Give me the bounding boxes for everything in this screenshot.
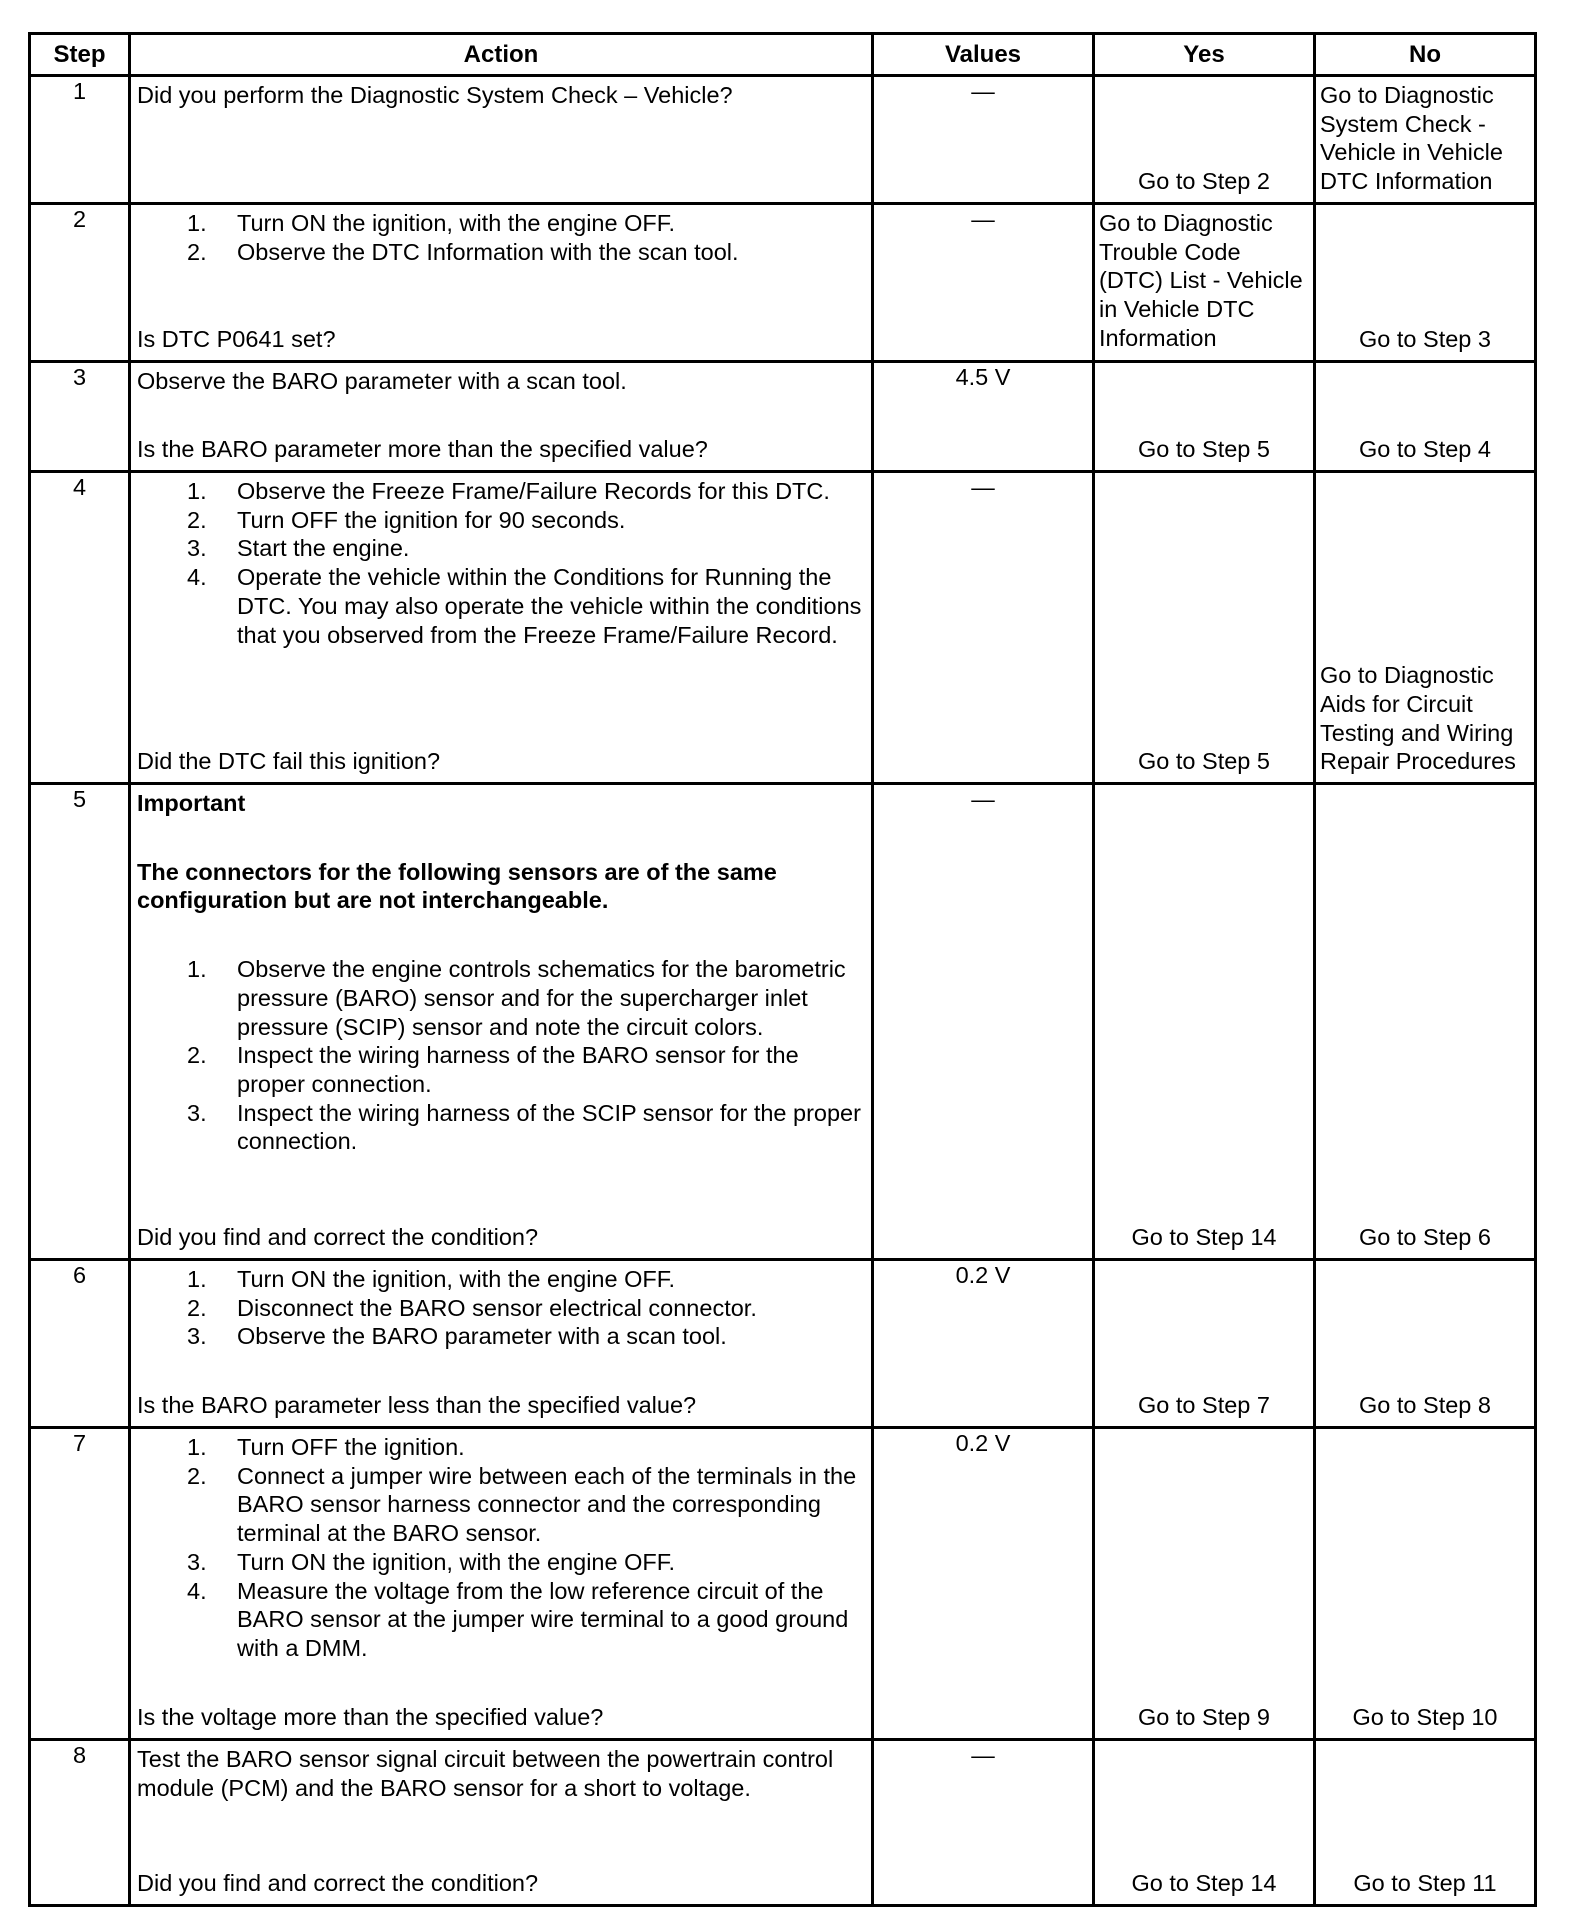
action-question: Is the voltage more than the specified value? xyxy=(137,1704,604,1731)
action-cell xyxy=(130,362,873,472)
action-list xyxy=(137,955,865,1156)
no-text: Go to Step 8 xyxy=(1359,1392,1491,1419)
no-cell xyxy=(1315,784,1536,1260)
list-item: 1. Turn ON the ignition, with the engine OFF. xyxy=(187,1266,676,1292)
value-cell: 0.2 V xyxy=(873,1428,1094,1740)
table-row xyxy=(30,1740,1536,1906)
list-item: 3. Observe the BARO parameter with a scan tool. xyxy=(187,1323,727,1350)
no-cell xyxy=(1315,362,1536,472)
action-cell xyxy=(130,1260,873,1428)
action-question: Did you find and correct the condition? xyxy=(137,1224,539,1251)
no-text: Go to Diagnostic System Check - Vehicle in Vehicle DTC Information xyxy=(1320,82,1503,195)
no-cell xyxy=(1315,1428,1536,1740)
list-item: 2. Turn OFF the ignition for 90 seconds. xyxy=(187,506,626,533)
action-list xyxy=(137,477,865,649)
no-cell xyxy=(1315,472,1536,784)
table-row xyxy=(30,76,1536,204)
yes-text: Go to Step 14 xyxy=(1131,1224,1277,1251)
header-no: No xyxy=(1315,34,1536,76)
action-question: Is the BARO parameter more than the specified value? xyxy=(137,436,708,463)
list-item: 2. Observe the DTC Information with the scan tool. xyxy=(187,238,739,265)
yes-cell xyxy=(1094,204,1315,362)
no-cell xyxy=(1315,204,1536,362)
table-row xyxy=(30,204,1536,362)
action-question: Did the DTC fail this ignition? xyxy=(137,748,441,775)
no-cell xyxy=(1315,1740,1536,1906)
yes-cell xyxy=(1094,472,1315,784)
yes-cell xyxy=(1094,1428,1315,1740)
list-item: 4. Measure the voltage from the low reference circuit of the BARO sensor at the jumper wire terminal to a good ground with a DMM. xyxy=(187,1577,849,1661)
header-action: Action xyxy=(130,34,873,76)
value-cell: — xyxy=(873,204,1094,362)
action-text: Observe the BARO parameter with a scan tool. xyxy=(137,368,627,394)
diagnostic-table xyxy=(28,32,1537,1907)
table-row xyxy=(30,472,1536,784)
no-text: Go to Step 3 xyxy=(1359,326,1491,353)
step-number: 5 xyxy=(30,784,130,1260)
important-label: Important xyxy=(137,790,246,816)
action-list xyxy=(137,209,865,266)
step-number: 2 xyxy=(30,204,130,362)
action-cell xyxy=(130,204,873,362)
yes-cell xyxy=(1094,1260,1315,1428)
important-text: The connectors for the following sensors are of the same configuration but are not interchangeable. xyxy=(137,858,777,914)
value-cell: 0.2 V xyxy=(873,1260,1094,1428)
no-text: Go to Step 4 xyxy=(1359,436,1491,463)
action-list xyxy=(137,1433,865,1663)
value-cell: — xyxy=(873,784,1094,1260)
header-values: Values xyxy=(873,34,1094,76)
list-item: 3. Turn ON the ignition, with the engine OFF. xyxy=(187,1548,676,1575)
yes-text: Go to Step 14 xyxy=(1131,1870,1277,1897)
list-item: 3. Start the engine. xyxy=(187,535,410,562)
action-question: Is the BARO parameter less than the specified value? xyxy=(137,1392,697,1419)
action-cell xyxy=(130,1740,873,1906)
list-item: 3. Inspect the wiring harness of the SCIP sensor for the proper connection. xyxy=(187,1099,861,1155)
value-cell: — xyxy=(873,1740,1094,1906)
list-item: 4. Operate the vehicle within the Conditions for Running the DTC. You may also operate the vehicle within the conditions that you observed from the Freeze Frame/Failure Record. xyxy=(187,564,862,648)
list-item: 1. Observe the Freeze Frame/Failure Records for this DTC. xyxy=(187,478,830,504)
list-item: 2. Inspect the wiring harness of the BARO sensor for the proper connection. xyxy=(187,1042,799,1097)
no-text: Go to Step 6 xyxy=(1359,1224,1491,1251)
value-cell: 4.5 V xyxy=(873,362,1094,472)
action-cell xyxy=(130,784,873,1260)
yes-cell xyxy=(1094,1740,1315,1906)
step-number: 4 xyxy=(30,472,130,784)
no-cell xyxy=(1315,76,1536,204)
list-item: 2. Disconnect the BARO sensor electrical connector. xyxy=(187,1294,757,1321)
yes-text: Go to Step 9 xyxy=(1138,1704,1270,1731)
yes-text: Go to Step 5 xyxy=(1138,748,1270,775)
yes-text: Go to Step 5 xyxy=(1138,436,1270,463)
table-row xyxy=(30,362,1536,472)
action-cell xyxy=(130,1428,873,1740)
no-text: Go to Step 10 xyxy=(1352,1704,1498,1731)
step-number: 6 xyxy=(30,1260,130,1428)
action-list xyxy=(137,1265,865,1351)
no-cell xyxy=(1315,1260,1536,1428)
no-text: Go to Step 11 xyxy=(1353,1870,1497,1897)
step-number: 1 xyxy=(30,76,130,204)
header-yes: Yes xyxy=(1094,34,1315,76)
table-row xyxy=(30,784,1536,1260)
value-cell: — xyxy=(873,76,1094,204)
list-item: 2. Connect a jumper wire between each of the terminals in the BARO sensor harness connector and the corresponding terminal at the BARO sensor. xyxy=(187,1462,857,1547)
action-text: Did you perform the Diagnostic System Check – Vehicle? xyxy=(137,82,733,108)
step-number: 7 xyxy=(30,1428,130,1740)
yes-text: Go to Step 2 xyxy=(1138,168,1270,195)
step-number: 3 xyxy=(30,362,130,472)
action-text: Test the BARO sensor signal circuit between the powertrain control module (PCM) and the BARO sensor for a short to voltage. xyxy=(137,1746,834,1801)
action-question: Did you find and correct the condition? xyxy=(137,1870,539,1897)
header-row xyxy=(30,34,1536,76)
yes-cell xyxy=(1094,784,1315,1260)
step-number: 8 xyxy=(30,1740,130,1906)
yes-text: Go to Step 7 xyxy=(1138,1392,1270,1419)
header-step: Step xyxy=(30,34,130,76)
table-row xyxy=(30,1428,1536,1740)
yes-cell xyxy=(1094,362,1315,472)
list-item: 1. Observe the engine controls schematics for the barometric pressure (BARO) sensor and for the supercharger inlet pressure (SCIP) sensor and note the circuit colors. xyxy=(187,956,846,1040)
action-cell xyxy=(130,76,873,204)
table-row xyxy=(30,1260,1536,1428)
yes-cell xyxy=(1094,76,1315,204)
action-cell xyxy=(130,472,873,784)
no-text: Go to Diagnostic Aids for Circuit Testing and Wiring Repair Procedures xyxy=(1320,662,1516,775)
list-item: 1. Turn OFF the ignition. xyxy=(187,1434,465,1460)
value-cell: — xyxy=(873,472,1094,784)
yes-text: Go to Diagnostic Trouble Code (DTC) List - Vehicle in Vehicle DTC Information xyxy=(1099,210,1303,351)
action-question: Is DTC P0641 set? xyxy=(137,326,336,353)
list-item: 1. Turn ON the ignition, with the engine OFF. xyxy=(187,210,676,236)
